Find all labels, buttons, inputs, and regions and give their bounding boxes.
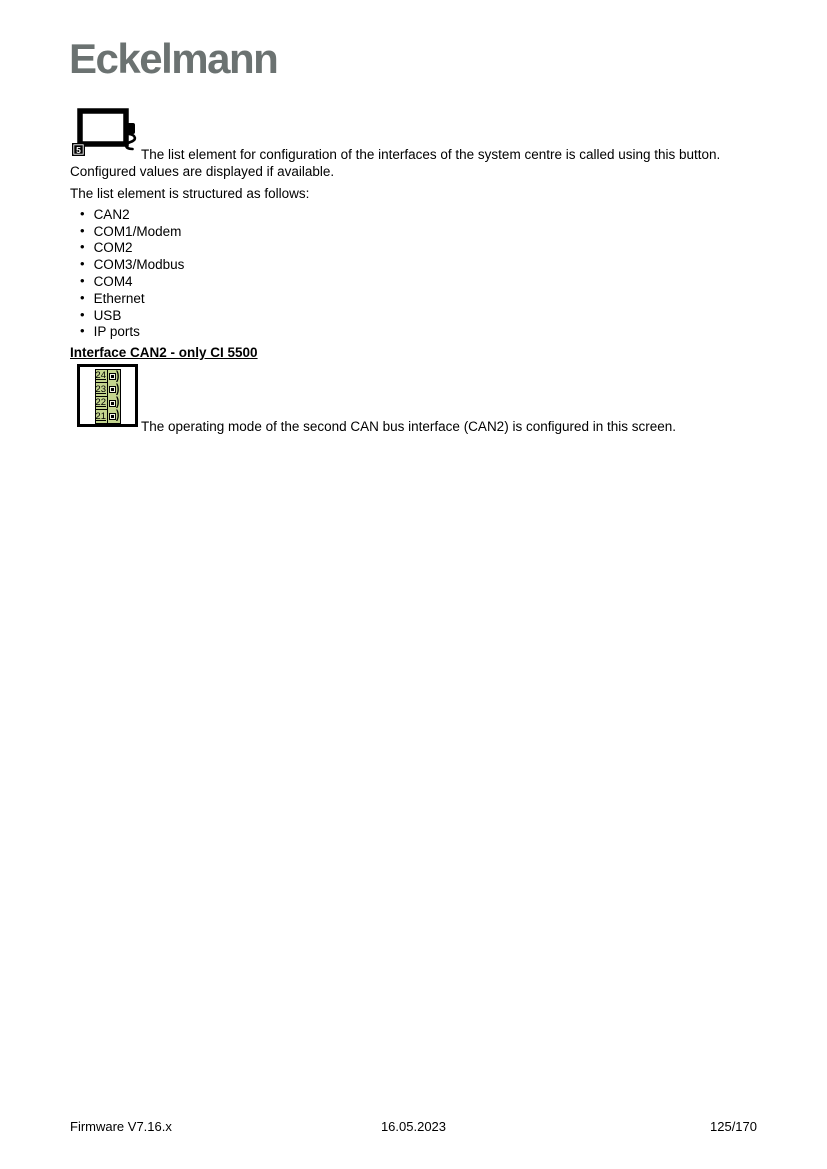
section-heading: Interface CAN2 - only CI 5500 bbox=[70, 345, 258, 360]
footer-firmware-version: Firmware V7.16.x bbox=[70, 1119, 172, 1134]
terminal-socket-curve: ) bbox=[116, 409, 120, 423]
list-item-label: • USB bbox=[93, 307, 122, 323]
list-item bbox=[80, 307, 184, 324]
terminal-pin-cell bbox=[96, 383, 108, 396]
can2-terminal-icon bbox=[77, 364, 138, 427]
paragraph-button-description-line2: Configured values are displayed if available. bbox=[70, 164, 335, 179]
terminal-pin-cell bbox=[96, 370, 108, 383]
terminal-pin-row bbox=[96, 410, 120, 423]
paragraph-button-description-line1: The list element for configuration of the interfaces of the system centre is called using this button. bbox=[141, 147, 721, 162]
list-item-label: • COM1/Modem bbox=[93, 223, 182, 239]
terminal-socket-cell bbox=[108, 383, 120, 396]
terminal-pin-cell bbox=[96, 410, 108, 423]
terminal-pin-number: 22 bbox=[95, 396, 106, 408]
interfaces-config-button-icon bbox=[69, 107, 137, 159]
terminal-socket-curve: ) bbox=[116, 382, 120, 396]
paragraph-can2-description: The operating mode of the second CAN bus interface (CAN2) is configured in this screen. bbox=[141, 419, 677, 434]
list-item-label: • Ethernet bbox=[93, 290, 145, 306]
terminal-pin-number: 24 bbox=[95, 370, 106, 382]
list-item-label: • COM3/Modbus bbox=[93, 257, 185, 273]
list-item-label: • IP ports bbox=[93, 324, 140, 340]
terminal-socket-cell bbox=[108, 410, 120, 423]
monitor-frame bbox=[80, 111, 126, 144]
list-item bbox=[80, 290, 184, 307]
terminal-socket-cell bbox=[108, 370, 120, 383]
terminal-pin-row bbox=[96, 370, 120, 383]
list-item bbox=[80, 240, 184, 257]
plug-icon bbox=[125, 123, 135, 134]
list-item bbox=[80, 324, 184, 341]
icon-badge-number: 5 bbox=[76, 145, 81, 155]
list-item bbox=[80, 206, 184, 223]
footer-date: 16.05.2023 bbox=[380, 1119, 447, 1134]
terminal-socket-icon bbox=[109, 400, 116, 407]
terminal-socket-icon bbox=[109, 373, 116, 380]
paragraph-list-intro: The list element is structured as follows: bbox=[70, 186, 310, 201]
terminal-socket-icon bbox=[109, 413, 116, 420]
terminal-pin-row bbox=[96, 383, 120, 396]
terminal-pin-number: 21 bbox=[95, 410, 106, 422]
list-item bbox=[80, 273, 184, 290]
terminal-socket-curve: ) bbox=[116, 369, 120, 383]
terminal-socket-dot bbox=[111, 375, 114, 378]
terminal-socket-dot bbox=[111, 388, 114, 391]
list-item-label: • CAN2 bbox=[93, 206, 130, 222]
page-footer bbox=[70, 1119, 757, 1134]
list-item bbox=[80, 256, 184, 273]
terminal-socket-curve: ) bbox=[116, 396, 120, 409]
terminal-socket-icon bbox=[109, 386, 116, 393]
list-item-label: • COM4 bbox=[93, 274, 133, 290]
terminal-socket-dot bbox=[111, 402, 114, 405]
interface-list bbox=[80, 206, 184, 340]
terminal-pin-number: 23 bbox=[95, 383, 106, 395]
list-item bbox=[80, 223, 184, 240]
terminal-pin-cell bbox=[96, 397, 108, 410]
list-item-label: • COM2 bbox=[93, 240, 133, 256]
terminal-socket-dot bbox=[111, 415, 114, 418]
footer-page-number: 125/170 bbox=[710, 1119, 757, 1134]
eckelmann-logo: Eckelmann bbox=[69, 35, 278, 82]
terminal-socket-cell bbox=[108, 397, 120, 410]
terminal-block bbox=[95, 369, 121, 424]
terminal-pin-row bbox=[96, 397, 120, 410]
